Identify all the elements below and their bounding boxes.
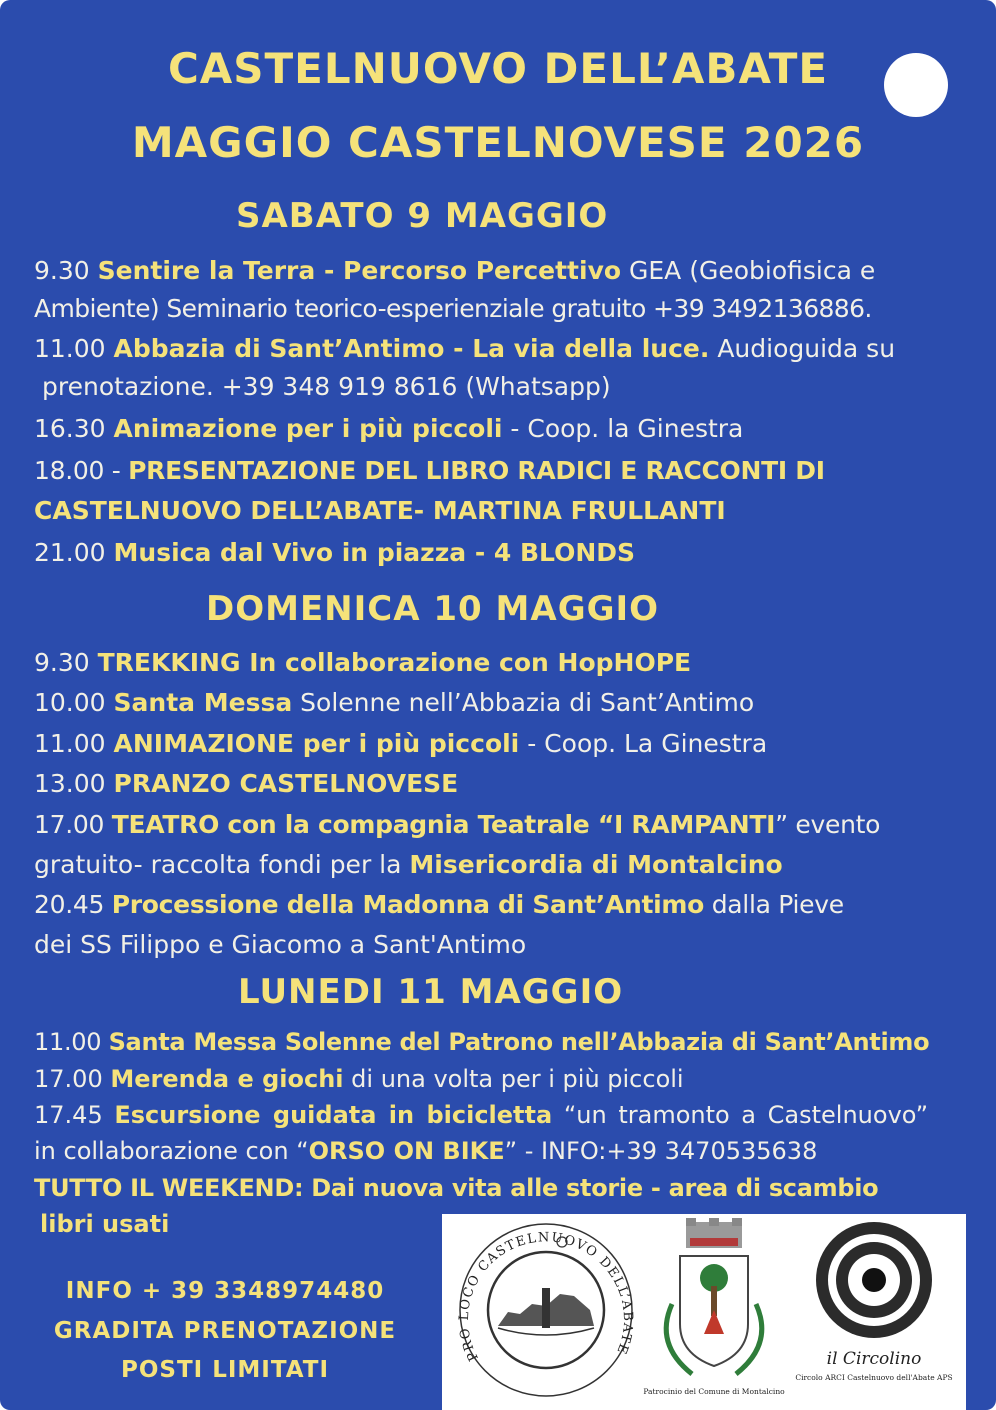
event-line [34,538,635,567]
event-line [34,648,691,677]
event-text: dalla Pieve [711,890,844,919]
event-title: Misericordia di Montalcino [409,850,783,879]
day-heading-monday: LUNEDI 11 MAGGIO [238,972,624,1012]
info-phone: INFO + 39 3348974480 [65,1278,385,1304]
event-time: 16.30 [34,414,106,443]
event-title: ORSO ON BIKE [308,1137,505,1165]
event-title: Musica dal Vivo in piazza - 4 BLONDS [113,538,636,567]
event-continuation [34,850,783,879]
event-line [34,414,743,443]
event-time: 17.00 [34,810,105,839]
event-title: Processione della Madonna di Sant’Antimo [111,890,705,919]
event-text: in collaborazione con “ [34,1137,309,1165]
event-text: ” evento [775,810,881,839]
event-continuation [34,1137,817,1165]
title-line-1: CASTELNUOVO DELL’ABATE [167,44,829,93]
event-time: 10.00 [34,688,106,717]
event-text: “un tramonto a Castelnuovo” [563,1101,929,1129]
event-time: 9.30 [34,256,90,285]
logos-panel [442,1214,966,1410]
event-time: 17.00 [34,1065,103,1093]
weekend-line: libri usati [40,1210,170,1238]
event-title: PRANZO CASTELNOVESE [113,769,459,798]
event-title: TEATRO con la compagnia Teatrale “I RAMPANTI [111,810,776,839]
title-line-2: MAGGIO CASTELNOVESE 2026 [131,118,865,167]
proloco-text: PRO LOCO CASTELNUOVO DELL’ABATE [456,1230,636,1364]
event-line [34,769,458,798]
logos-graphic [442,1214,966,1410]
day-heading-sunday: DOMENICA 10 MAGGIO [206,589,660,629]
comune-caption: Patrocinio del Comune di Montalcino [643,1387,785,1396]
event-title: Animazione per i più piccoli [113,414,503,443]
event-continuation: CASTELNUOVO DELL’ABATE- MARTINA FRULLANTI [34,496,726,525]
event-text: - Coop. La Ginestra [527,729,768,758]
circolino-name: il Circolino [826,1349,922,1369]
white-dot [884,53,948,117]
event-continuation: dei SS Filippo e Giacomo a Sant'Antimo [34,930,527,959]
event-time: 13.00 [34,769,106,798]
event-title: Santa Messa Solenne del Patrono nell’Abbazia di Sant’Antimo [108,1028,930,1056]
event-time: 9.30 [34,648,90,677]
info-booking: GRADITA PRENOTAZIONE [53,1318,397,1344]
event-title: Escursione guidata in bicicletta [114,1101,553,1129]
event-text: - Coop. la Ginestra [510,414,744,443]
event-time: 21.00 [34,538,106,567]
event-time: 20.45 [34,890,105,919]
circolino-logo [795,1222,952,1382]
event-text: di una volta per i più piccoli [351,1065,684,1093]
event-line [34,1065,684,1093]
day-heading-saturday: SABATO 9 MAGGIO [236,196,609,236]
event-time: 18.00 - [34,456,121,485]
event-time: 11.00 [34,729,106,758]
event-line [34,456,825,485]
event-time: 11.00 [34,1028,102,1056]
circolino-caption: Circolo ARCI Castelnuovo dell'Abate APS [795,1373,953,1382]
event-line [34,688,754,717]
event-time: 17.45 [34,1101,103,1129]
event-title: Santa Messa [113,688,293,717]
comune-crest [643,1218,785,1396]
event-line [34,890,844,919]
proloco-logo [457,1224,635,1396]
event-text: ” - INFO:+39 3470535638 [504,1137,818,1165]
event-line [34,810,880,839]
event-line [34,334,895,363]
event-continuation: Ambiente) Seminario teorico-esperienziale gratuito +39 3492136886. [34,294,872,323]
info-limited: POSTI LIMITATI [120,1357,330,1383]
event-title: Merenda e giochi [110,1065,344,1093]
event-title: Abbazia di Sant’Antimo - La via della luce. [113,334,710,363]
event-text: gratuito- raccolta fondi per la [34,850,402,879]
event-text: Audioguida su [717,334,896,363]
event-line [34,256,875,285]
event-text: Solenne nell’Abbazia di Sant’Antimo [300,688,755,717]
event-continuation: prenotazione. +39 348 919 8616 (Whatsapp) [42,372,611,401]
event-line [34,729,767,758]
event-title: Sentire la Terra - Percorso Percettivo [97,256,622,285]
event-text: GEA (Geobiofisica e [629,256,876,285]
event-title: TREKKING In collaborazione con HopHOPE [97,648,692,677]
weekend-line: TUTTO IL WEEKEND: Dai nuova vita alle storie - area di scambio [34,1174,879,1202]
event-title: ANIMAZIONE per i più piccoli [113,729,520,758]
event-title: PRESENTAZIONE DEL LIBRO RADICI E RACCONTI DI [128,456,825,485]
event-line [34,1028,929,1056]
event-line [34,1101,928,1129]
event-time: 11.00 [34,334,106,363]
